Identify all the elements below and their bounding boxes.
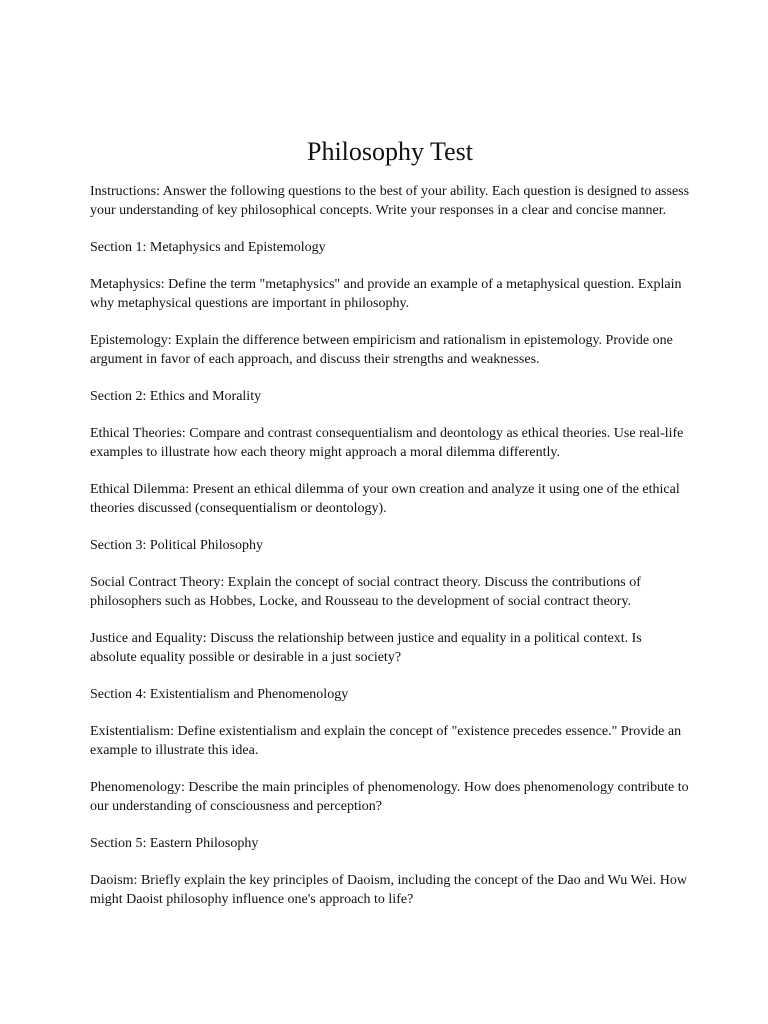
question-epistemology: Epistemology: Explain the difference between empiricism and rationalism in epistemology. Provide one argument in favor of each approach, and discuss their strengths and weaknesses. [90, 333, 673, 367]
question-ethical-dilemma: Ethical Dilemma: Present an ethical dilemma of your own creation and analyze it using one of the ethical theories discussed (consequentialism or deontology). [90, 482, 680, 516]
question-ethical-theories: Ethical Theories: Compare and contrast consequentialism and deontology as ethical theories. Use real-life examples to illustrate how each theory might approach a moral dilemma differently. [90, 426, 684, 460]
instructions-paragraph [90, 182, 690, 220]
question-phenomenology: Phenomenology: Describe the main principles of phenomenology. How does phenomenology contribute to our understanding of consciousness and perception? [90, 780, 689, 814]
question-paragraph [90, 778, 690, 816]
document-title: Philosophy Test [306, 137, 473, 166]
section-heading [90, 238, 690, 257]
section-5-heading: Section 5: Eastern Philosophy [90, 836, 259, 851]
question-daoism: Daoism: Briefly explain the key principles of Daoism, including the concept of the Dao and Wu Wei. How might Daoist philosophy influence one's approach to life? [90, 873, 687, 907]
question-justice-equality: Justice and Equality: Discuss the relationship between justice and equality in a political context. Is absolute equality possible or desirable in a just society? [90, 631, 642, 665]
question-paragraph [90, 275, 690, 313]
section-heading [90, 536, 690, 555]
question-social-contract: Social Contract Theory: Explain the concept of social contract theory. Discuss the contributions of philosophers such as Hobbes, Locke, and Rousseau to the development of social contract theory. [90, 575, 641, 609]
section-heading [90, 387, 690, 406]
section-2-heading: Section 2: Ethics and Morality [90, 389, 262, 404]
question-paragraph [90, 573, 690, 611]
question-paragraph [90, 480, 690, 518]
question-paragraph [90, 424, 690, 462]
section-4-heading: Section 4: Existentialism and Phenomenology [90, 687, 349, 702]
instructions-text: Instructions: Answer the following questions to the best of your ability. Each question is designed to assess your understanding of key philosophical concepts. Write your responses in a clear and concise manner. [90, 184, 690, 218]
question-metaphysics: Metaphysics: Define the term "metaphysics" and provide an example of a metaphysical question. Explain why metaphysical questions are important in philosophy. [90, 277, 682, 311]
question-paragraph [90, 871, 690, 909]
section-heading [90, 834, 690, 853]
question-paragraph [90, 629, 690, 667]
question-paragraph [90, 331, 690, 369]
section-1-heading: Section 1: Metaphysics and Epistemology [90, 240, 326, 255]
section-3-heading: Section 3: Political Philosophy [90, 538, 264, 553]
document-page [90, 136, 690, 927]
question-existentialism: Existentialism: Define existentialism and explain the concept of "existence precedes essence." Provide an example to illustrate this idea. [90, 724, 682, 758]
question-paragraph [90, 722, 690, 760]
section-heading [90, 685, 690, 704]
